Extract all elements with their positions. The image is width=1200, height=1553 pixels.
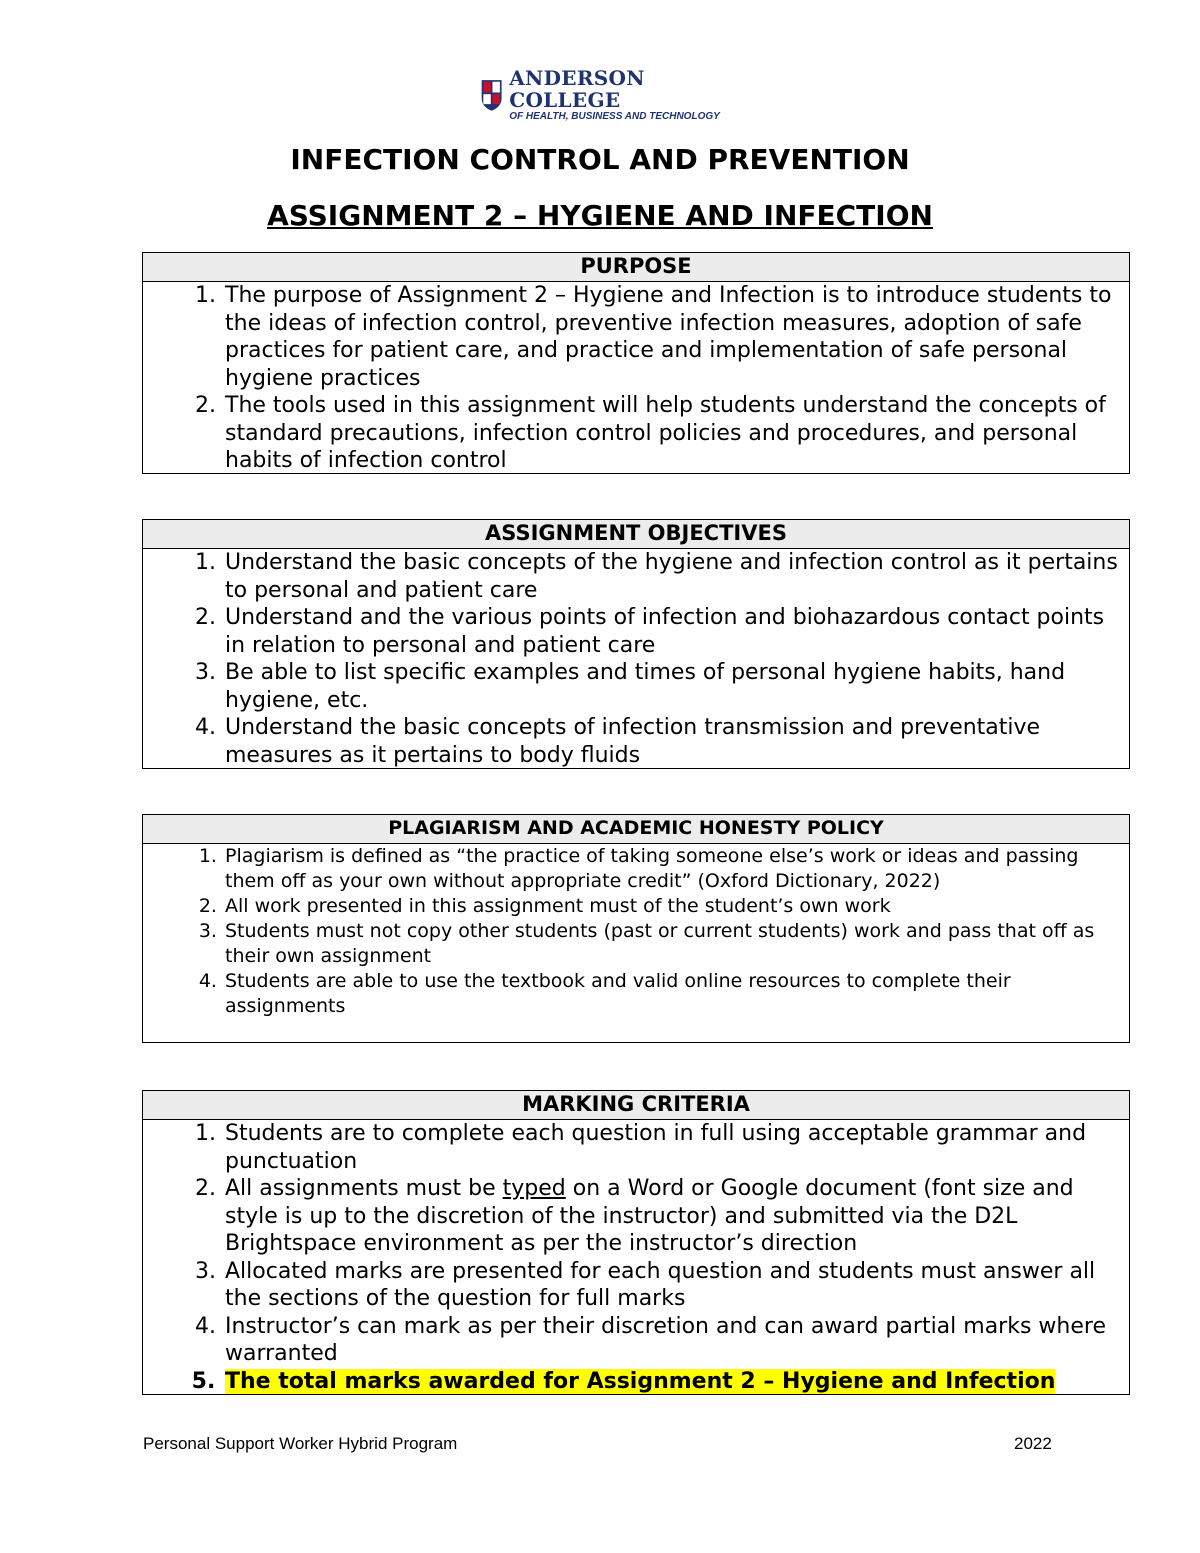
marking-heading: MARKING CRITERIA (143, 1091, 1129, 1120)
marking-list (143, 1120, 1129, 1395)
assignment-title: ASSIGNMENT 2 – HYGIENE AND INFECTION (267, 199, 933, 232)
college-name: ANDERSON COLLEGE (509, 66, 645, 112)
college-subtitle: OF HEALTH, BUSINESS AND TECHNOLOGY (509, 111, 720, 122)
plagiarism-heading: PLAGIARISM AND ACADEMIC HONESTY POLICY (143, 815, 1129, 844)
footer-year: 2022 (1014, 1434, 1052, 1453)
purpose-list (143, 282, 1129, 475)
objectives-heading: ASSIGNMENT OBJECTIVES (143, 520, 1129, 549)
list-item-text: on a Word or Google document (font size and style is up to the discretion of the instructor) and submitted via the D2L Brightspace environment as per the instructor’s direction (225, 1176, 1074, 1256)
course-title: INFECTION CONTROL AND PREVENTION (290, 143, 910, 176)
objectives-list (143, 549, 1129, 769)
plagiarism-list (143, 844, 1129, 1019)
list-item: 1. Plagiarism is defined as “the practice of taking someone else’s work or ideas and passing them off as your own without appropriate credit” (Oxford Dictionary, 2022) (223, 844, 1129, 894)
purpose-section (142, 252, 1130, 474)
objectives-section (142, 519, 1130, 769)
list-item: 3. Allocated marks are presented for each question and students must answer all the sections of the question for full marks (223, 1258, 1129, 1313)
purpose-heading: PURPOSE (143, 253, 1129, 282)
list-item: 1. The purpose of Assignment 2 – Hygiene and Infection is to introduce students to the ideas of infection control, preventive infection measures, adoption of safe practices for patient care, and practice and implementation of safe personal hygiene practices (223, 282, 1129, 392)
list-item: 1. Students are to complete each question in full using acceptable grammar and punctuation (223, 1120, 1129, 1175)
college-logo (480, 66, 720, 122)
marking-section (142, 1090, 1130, 1395)
shield-icon (480, 75, 503, 115)
footer-program: Personal Support Worker Hybrid Program (143, 1434, 458, 1453)
highlighted-text: The total marks awarded for Assignment 2 – Hygiene and Infection (225, 1368, 1056, 1394)
list-item: 4. Instructor’s can mark as per their discretion and can award partial marks where warranted (223, 1313, 1129, 1368)
list-item: 3. Be able to list specific examples and times of personal hygiene habits, hand hygiene, etc. (223, 659, 1129, 714)
list-item (223, 1175, 1129, 1258)
list-item: 4. Understand the basic concepts of infection transmission and preventative measures as it pertains to body fluids (223, 714, 1129, 769)
list-item: 3. Students must not copy other students (past or current students) work and pass that off as their own assignment (223, 919, 1129, 969)
list-item: 4. Students are able to use the textbook and valid online resources to complete their assignments (223, 969, 1129, 1019)
list-item: 2. All work presented in this assignment must of the student’s own work (223, 894, 1129, 919)
typed-emphasis: typed (502, 1176, 566, 1201)
list-item: 2. The tools used in this assignment will help students understand the concepts of standard precautions, infection control policies and procedures, and personal habits of infection control (223, 392, 1129, 475)
list-item-highlighted (223, 1368, 1129, 1396)
list-item-text: All assignments must be (225, 1176, 503, 1201)
list-item: 2. Understand and the various points of infection and biohazardous contact points in relation to personal and patient care (223, 604, 1129, 659)
plagiarism-section (142, 814, 1130, 1043)
list-item: 1. Understand the basic concepts of the hygiene and infection control as it pertains to personal and patient care (223, 549, 1129, 604)
